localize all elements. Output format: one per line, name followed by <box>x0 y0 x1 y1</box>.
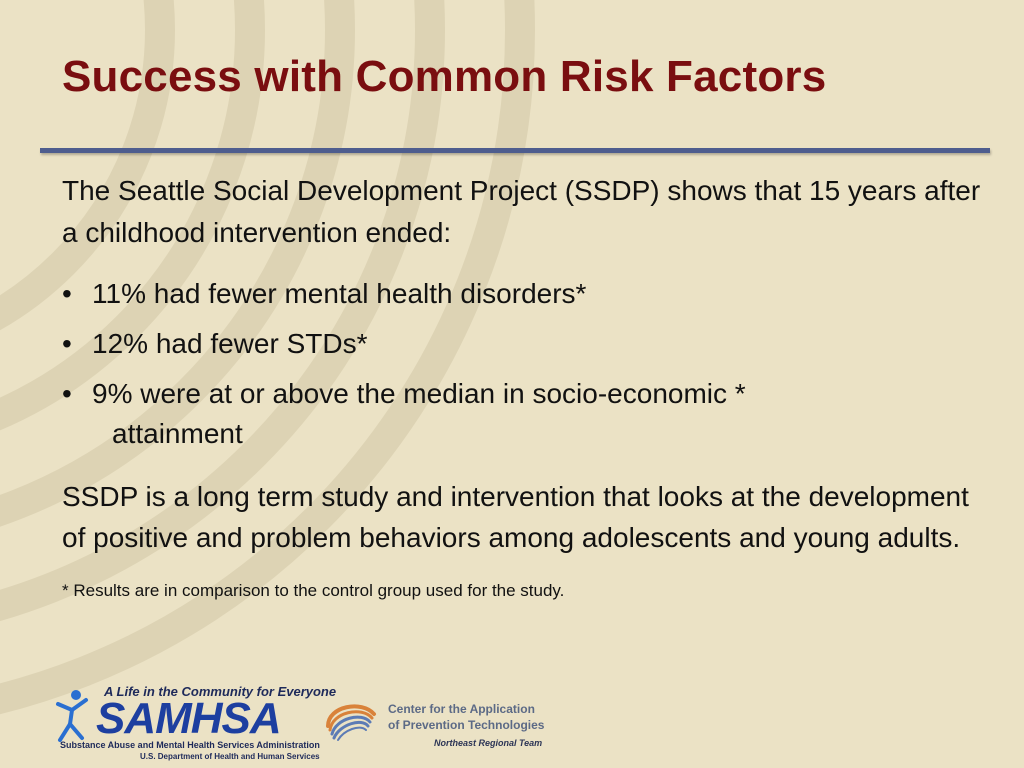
slide-title: Success with Common Risk Factors <box>62 52 827 101</box>
samhsa-wordmark: SAMHSA <box>96 694 281 743</box>
bullet-text: 12% had fewer STDs* <box>92 328 368 359</box>
samhsa-full-name: Substance Abuse and Mental Health Services Administration <box>60 740 320 750</box>
bullet-list <box>62 274 982 454</box>
capt-team: Northeast Regional Team <box>434 738 543 748</box>
slide-body <box>62 170 982 602</box>
footnote: * Results are in comparison to the control group used for the study. <box>62 581 565 600</box>
bullet-glyph: • <box>62 328 72 359</box>
person-figure-icon <box>52 688 92 744</box>
bullet-glyph: • <box>62 378 72 409</box>
capt-logo <box>322 694 552 754</box>
bullet-text: 9% were at or above the median in socio-economic * <box>92 378 746 409</box>
description-text: SSDP is a long term study and intervention that looks at the development of positive and problem behaviors among adolescents and young adults. <box>62 481 969 553</box>
samhsa-tagline: A Life in the Community for Everyone <box>104 684 337 699</box>
bullet-text: 11% had fewer mental health disorders* <box>92 278 587 309</box>
bullet-item <box>62 374 982 454</box>
samhsa-department: U.S. Department of Health and Human Services <box>140 752 320 761</box>
swirl-logo-icon <box>322 696 380 744</box>
bullet-glyph: • <box>62 278 72 309</box>
intro-text: The Seattle Social Development Project (SSDP) shows that 15 years after a childhood intervention ended: <box>62 175 981 248</box>
bullet-text-continuation: attainment <box>112 418 243 449</box>
capt-name-line2: of Prevention Technologies <box>388 718 545 732</box>
bullet-item <box>62 324 982 364</box>
bullet-item <box>62 274 982 314</box>
capt-name-line1: Center for the Application <box>388 702 535 716</box>
samhsa-logo <box>48 684 337 764</box>
title-divider <box>40 148 990 153</box>
